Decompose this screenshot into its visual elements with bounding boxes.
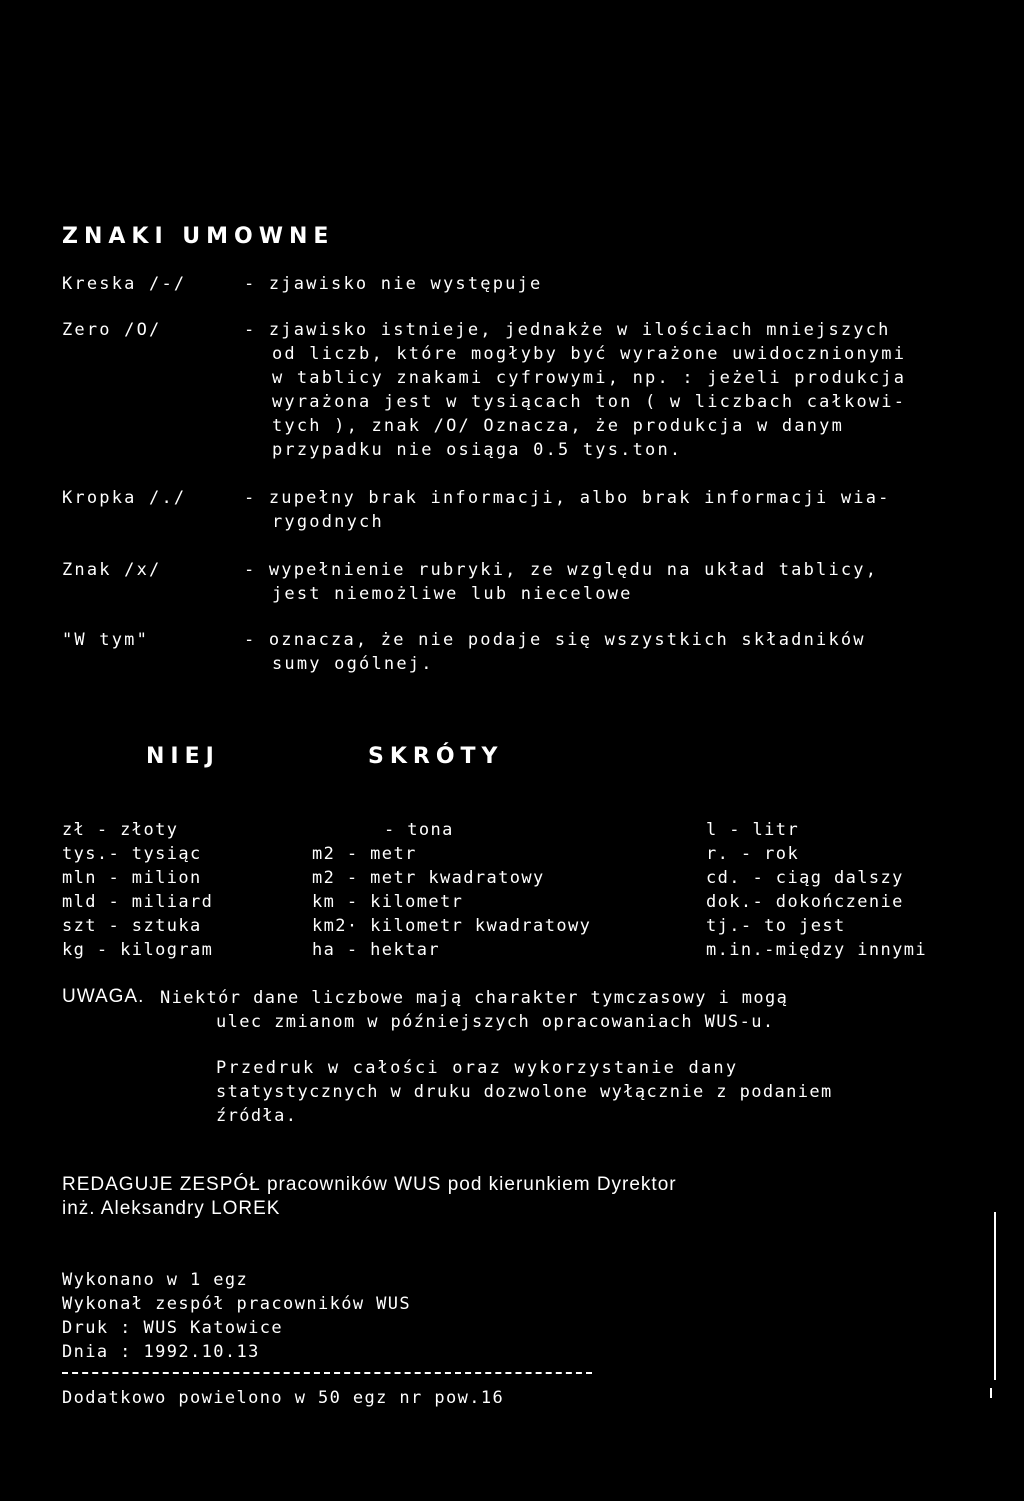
note-line: Niektór dane liczbowe mają charakter tymczasowy i mogą bbox=[160, 988, 789, 1008]
abbrev-col2-item: ha - hektar bbox=[312, 940, 440, 960]
reprint-line: źródła. bbox=[216, 1106, 298, 1126]
imprint-line: Druk : WUS Katowice bbox=[62, 1318, 284, 1338]
legend-term-dash: Kreska /-/ bbox=[62, 274, 187, 294]
legend-desc-zero-line: w tablicy znakami cyfrowymi, np. : jeżeli produkcja bbox=[272, 368, 907, 388]
legend-desc-zero-line: od liczb, które mogłyby być wyrażone uwidocznionymi bbox=[272, 344, 907, 364]
legend-desc-x-line: - wypełnienie rubryki, ze względu na układ tablicy, bbox=[244, 560, 879, 580]
editorial-line: REDAGUJE ZESPÓŁ pracowników WUS pod kierunkiem Dyrektor bbox=[62, 1174, 677, 1195]
abbrev-title-right: SKRÓTY bbox=[368, 744, 504, 769]
reprint-line: Przedruk w całości oraz wykorzystanie dany bbox=[216, 1058, 739, 1078]
abbrev-col2-item: km2· kilometr kwadratowy bbox=[312, 916, 592, 936]
legend-desc-wtym-line: - oznacza, że nie podaje się wszystkich składników bbox=[244, 630, 866, 650]
legend-term-dot: Kropka /./ bbox=[62, 488, 187, 508]
reprint-line: statystycznych w druku dozwolone wyłącznie z podaniem bbox=[216, 1082, 833, 1102]
legend-title: ZNAKI UMOWNE bbox=[62, 224, 335, 249]
legend-desc-x-line: jest niemożliwe lub niecelowe bbox=[272, 584, 633, 604]
legend-desc-zero-line: - zjawisko istnieje, jednakże w ilościach mniejszych bbox=[244, 320, 891, 340]
abbrev-col2-item: km - kilometr bbox=[312, 892, 464, 912]
legend-term-wtym: "W tym" bbox=[62, 630, 150, 650]
note-label: UWAGA. bbox=[62, 986, 145, 1007]
margin-rule bbox=[994, 1212, 996, 1380]
margin-tick bbox=[990, 1388, 992, 1398]
abbrev-col2-item: m2 - metr bbox=[312, 844, 417, 864]
legend-term-x: Znak /x/ bbox=[62, 560, 162, 580]
dashed-separator bbox=[62, 1372, 592, 1374]
abbrev-col1-item: szt - sztuka bbox=[62, 916, 202, 936]
legend-desc-zero-line: tych ), znak /O/ Oznacza, że produkcja w danym bbox=[272, 416, 845, 436]
legend-desc-dash-line: - zjawisko nie występuje bbox=[244, 274, 543, 294]
editorial-line: inż. Aleksandry LOREK bbox=[62, 1198, 281, 1219]
note-line: ulec zmianom w późniejszych opracowaniach WUS-u. bbox=[216, 1012, 775, 1032]
abbrev-col3-item: r. - rok bbox=[706, 844, 800, 864]
abbrev-col2-item: - tona bbox=[384, 820, 454, 840]
legend-desc-zero-line: przypadku nie osiąga 0.5 tys.ton. bbox=[272, 440, 683, 460]
legend-desc-dot-line: rygodnych bbox=[272, 512, 384, 532]
imprint-line: Wykonał zespół pracowników WUS bbox=[62, 1294, 412, 1314]
footer-line: Dodatkowo powielono w 50 egz nr pow.16 bbox=[62, 1388, 505, 1408]
legend-desc-dot-line: - zupełny brak informacji, albo brak informacji wia- bbox=[244, 488, 891, 508]
abbrev-col1-item: mld - miliard bbox=[62, 892, 214, 912]
legend-desc-zero-line: wyrażona jest w tysiącach ton ( w liczbach całkowi- bbox=[272, 392, 907, 412]
abbrev-col1-item: kg - kilogram bbox=[62, 940, 214, 960]
abbrev-col3-item: m.in.-między innymi bbox=[706, 940, 928, 960]
abbrev-col2-item: m2 - metr kwadratowy bbox=[312, 868, 545, 888]
abbrev-col3-item: dok.- dokończenie bbox=[706, 892, 904, 912]
abbrev-col1-item: mln - milion bbox=[62, 868, 202, 888]
imprint-line: Wykonano w 1 egz bbox=[62, 1270, 249, 1290]
legend-term-zero: Zero /O/ bbox=[62, 320, 162, 340]
abbrev-col1-item: zł - złoty bbox=[62, 820, 179, 840]
legend-desc-wtym-line: sumy ogólnej. bbox=[272, 654, 434, 674]
imprint-line: Dnia : 1992.10.13 bbox=[62, 1342, 260, 1362]
abbrev-col1-item: tys.- tysiąc bbox=[62, 844, 202, 864]
abbrev-col3-item: l - litr bbox=[706, 820, 800, 840]
abbrev-col3-item: cd. - ciąg dalszy bbox=[706, 868, 904, 888]
abbrev-col3-item: tj.- to jest bbox=[706, 916, 846, 936]
abbrev-title-left: NIEJ bbox=[146, 744, 220, 769]
